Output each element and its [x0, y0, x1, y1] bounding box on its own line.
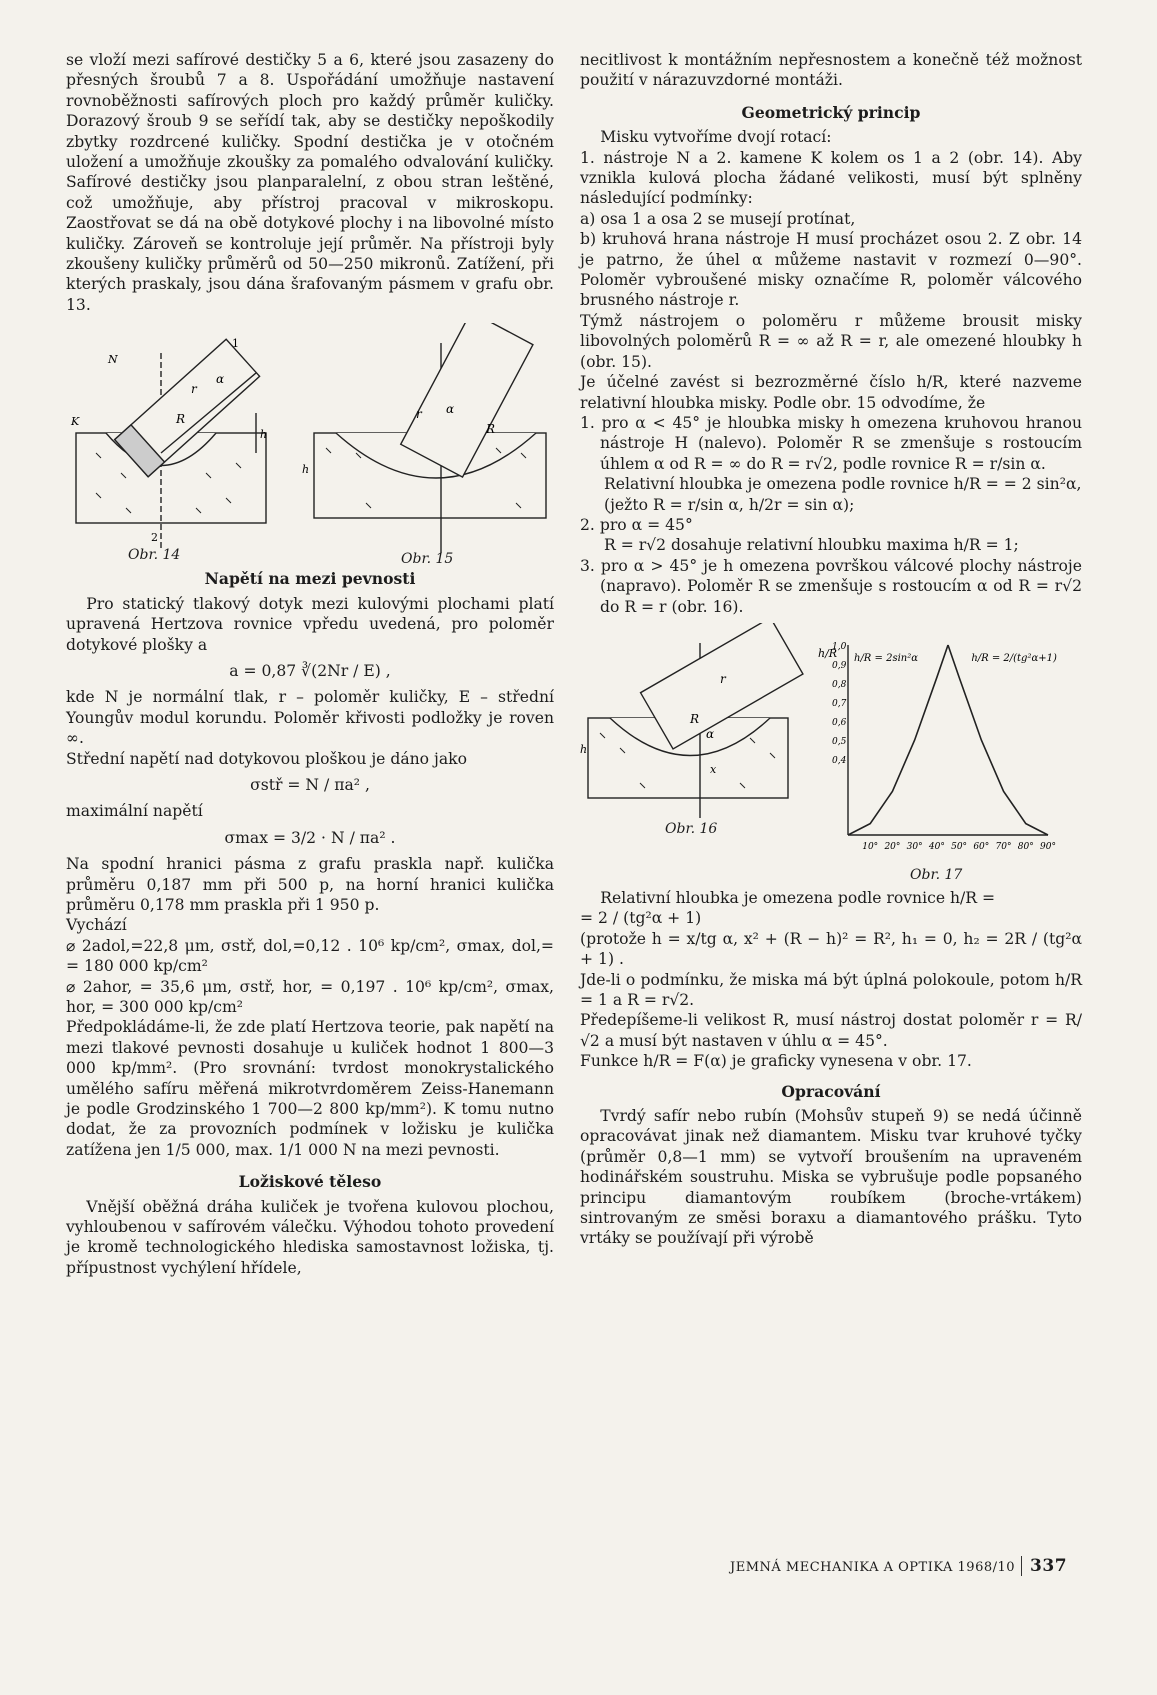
- paragraph: b) kruhová hrana nástroje H musí procházet osou 2. Z obr. 14 je patrno, že úhel α můžeme nastavit v rozmezí 0—90°. Poloměr vybroušené misky označíme R, poloměr válcového brusného nástroje r.: [580, 230, 1082, 310]
- paragraph: se vloží mezi safírové destičky 5 a 6, které jsou zasazeny do přesných šroubů 7 a 8. Uspořádání umožňuje nastavení rovnoběžnosti safírových ploch pro každý průměr kuličky. Dorazový šroub 9 se seřídí tak, aby se destičky nepoškodily zbytky rozdrcené kuličky. Spodní destička je v otočném uložení a umožňuje zkoušky za pomalého odvalování kuličky. Safírové destičky jsou planparalelní, z obou stran leštěné, což umožňuje, aby přístroj pracoval v mikroskopu. Zaostřovat se dá na obě dotykové plochy i na libovolné místo kuličky. Zároveň se kontroluje její průměr. Na přístroji byly zkoušeny kuličky průměrů od 50—250 mikronů. Zatížení, při kterých praskaly, jsou dána šrafovaným pásmem v grafu obr. 13.: [66, 51, 554, 314]
- section-heading: Napětí na mezi pevnosti: [204, 569, 416, 589]
- figure-caption: Obr. 17: [910, 866, 963, 883]
- y-axis-label: h/R: [818, 646, 838, 660]
- paragraph: Funkce h/R = F(α) je graficky vynesena v obr. 17.: [580, 1052, 972, 1071]
- x-tick-label: 90°: [1040, 841, 1056, 852]
- y-tick-label: 0,5: [832, 736, 847, 747]
- series-label: h/R = 2sin²α: [854, 652, 918, 664]
- label-r: r: [191, 382, 197, 397]
- x-tick-label: 10°: [862, 841, 879, 852]
- y-tick-label: 0,6: [832, 717, 847, 728]
- label-alpha: α: [706, 726, 715, 741]
- right-column: [580, 50, 1082, 1249]
- label-K: K: [71, 415, 80, 429]
- paragraph: Pro statický tlakový dotyk mezi kulovými plochami platí upravená Hertzova rovnice vpředu uvedená, pro poloměr dotykové plošky a: [66, 594, 554, 654]
- paragraph: Je účelné zavést si bezrozměrné číslo h/R, které nazveme relativní hloubka misky. Podle obr. 15 odvodíme, že: [580, 373, 1082, 412]
- series-line: [948, 645, 1048, 835]
- label-R: R: [486, 422, 496, 437]
- list-item: 2. pro α = 45°: [580, 515, 693, 534]
- paragraph: (protože h = x/tg α, x² + (R − h)² = R², h₁ = 0, h₂ = 2R / (tg²α + 1) .: [580, 929, 1082, 969]
- journal-name: JEMNÁ MECHANIKA A OPTIKA 1968/10: [730, 1560, 1016, 1575]
- label-r: r: [720, 671, 726, 686]
- section-heading: Opracování: [781, 1081, 881, 1101]
- figure-caption: Obr. 16: [665, 820, 718, 837]
- equation: σstř = N / πa² ,: [250, 775, 370, 794]
- paragraph: Relativní hloubka je omezena podle rovnice h/R =: [600, 888, 996, 907]
- page-number: 337: [1021, 1556, 1067, 1576]
- condition-list: [580, 413, 1082, 617]
- paragraph: kde N je normální tlak, r – poloměr kuličky, E – střední Youngův modul korundu. Poloměr křivosti podložky je roven ∞.: [66, 688, 554, 748]
- x-tick-label: 60°: [973, 841, 990, 852]
- label-alpha: α: [446, 402, 455, 417]
- equation: a = 0,87 ∛(2Nr / E) ,: [229, 661, 391, 680]
- equation: σmax = 3/2 · N / πa² .: [224, 828, 396, 847]
- y-tick-label: 0,4: [832, 755, 847, 766]
- paragraph: ⌀ 2adol,=22,8 μm, σstř, dol,=0,12 . 10⁶ kp/cm², σmax, dol,= = 180 000 kp/cm²: [66, 936, 554, 976]
- label-h: h: [580, 742, 588, 756]
- figure-caption: Obr. 14: [128, 547, 181, 564]
- label-axis-2: 2: [151, 531, 158, 545]
- figure-14-15-drawing: [66, 323, 554, 563]
- paragraph: ⌀ 2ahor, = 35,6 μm, σstř, hor, = 0,197 . 10⁶ kp/cm², σmax, hor, = 300 000 kp/cm²: [66, 977, 554, 1016]
- y-tick-label: 0,7: [832, 698, 847, 709]
- list-item: (ježto R = r/sin α, h/2r = sin α);: [604, 495, 855, 514]
- list-item: 3. pro α > 45° je h omezena površkou válcové plochy nástroje (napravo). Poloměr R se zmenšuje s rostoucím α od R = r√2 do R = r (obr. 16).: [580, 556, 1082, 616]
- y-tick-label: 1,0: [832, 641, 847, 652]
- list-item: 1. pro α < 45° je hloubka misky h omezena kruhovou hranou nástroje H (nalevo). Poloměr R se zmenšuje s rostoucím úhlem α od R = ∞ do R = r√2, podle rovnice R = r/sin α.: [580, 413, 1082, 473]
- paragraph: Tvrdý safír nebo rubín (Mohsův stupeň 9) se nedá účinně opracovávat jinak než diamantem. Misku tvar kruhové tyčky (průměr 0,8—1 mm) se vytvoří broušením na upraveném hodinářském soustruhu. Miska se vybrušuje podle popsaného principu diamantovým roubíkem (broche-vrtákem) sintrovaným ze směsi boraxu a diamantového prášku. Tyto vrtáky se používají při výrobě: [580, 1107, 1082, 1248]
- paragraph: Předpokládáme-li, že zde platí Hertzova teorie, pak napětí na mezi tlakové pevnosti dosahuje u kuliček hodnot 1 800—3 000 kp/mm². (Pro srovnání: tvrdost monokrystalického umělého safíru měřená mikrotvrdoměrem Zeiss-Hanemann je podle Grodzinského 1 700—2 800 kp/mm²). K tomu nutno dodat, že za provozních podmínek v ložisku je kulička zatížena jen 1/5 000, max. 1/1 000 N na mezi pevnosti.: [66, 1018, 554, 1159]
- figure-15: [314, 323, 546, 553]
- x-tick-label: 30°: [906, 841, 923, 852]
- label-alpha: α: [216, 372, 225, 387]
- label-h: h: [302, 463, 310, 477]
- list-item: Relativní hloubka je omezena podle rovnice h/R = = 2 sin²α,: [604, 475, 1082, 494]
- x-tick-label: 70°: [995, 841, 1012, 852]
- label-N: N: [108, 353, 118, 367]
- paragraph: Jde-li o podmínku, že miska má být úplná polokoule, potom h/R = 1 a R = r√2.: [580, 970, 1082, 1009]
- figures-16-17: [580, 623, 1082, 888]
- label-r: r: [416, 407, 422, 422]
- series-line: [848, 645, 948, 835]
- section-heading: Ložiskové těleso: [238, 1172, 382, 1192]
- paragraph: Předepíšeme-li velikost R, musí nástroj dostat poloměr r = R/√2 a musí být nastaven v úhlu α = 45°.: [580, 1011, 1082, 1050]
- figures-14-15: [66, 323, 554, 568]
- paragraph: Misku vytvoříme dvojí rotací:: [600, 128, 832, 147]
- paragraph: a) osa 1 a osa 2 se musejí protínat,: [580, 209, 856, 228]
- label-R: R: [690, 711, 700, 726]
- paragraph: 1. nástroje N a 2. kamene K kolem os 1 a 2 (obr. 14). Aby vznikla kulová plocha žádané velikosti, musí být splněny následující podmínky:: [580, 148, 1082, 208]
- section-heading: Geometrický princip: [741, 102, 921, 122]
- paragraph: Vnější oběžná dráha kuliček je tvořena kulovou plochou, vyhloubenou v safírovém válečku. Výhodou tohoto provedení je kromě technologického hlediska samostavnost ložiska, tj. přípustnost vychýlení hřídele,: [66, 1197, 554, 1277]
- x-tick-label: 40°: [928, 841, 945, 852]
- list-item: R = r√2 dosahuje relativní hloubku maxima h/R = 1;: [604, 536, 1019, 555]
- label-R: R: [176, 412, 186, 427]
- figure-14: [76, 339, 266, 548]
- x-tick-label: 80°: [1017, 841, 1034, 852]
- label-axis-1: 1: [232, 337, 239, 351]
- y-tick-label: 0,9: [832, 660, 847, 671]
- x-tick-label: 50°: [951, 841, 968, 852]
- left-column: [66, 50, 554, 1278]
- page-footer: [730, 1556, 1067, 1576]
- label-x: x: [710, 762, 717, 776]
- paragraph: necitlivost k montážním nepřesnostem a konečně též možnost použití v nárazuvzdorné montáži.: [580, 51, 1082, 90]
- paragraph: Na spodní hranici pásma z grafu praskla např. kulička průměru 0,187 mm při 500 p, na horní hranici kulička průměru 0,178 mm praskla při 1 950 p.: [66, 855, 554, 914]
- figure-caption: Obr. 15: [401, 551, 454, 568]
- paragraph: maximální napětí: [66, 802, 203, 821]
- figure-16-17-drawing: [580, 623, 1082, 888]
- label-h: h: [260, 428, 268, 442]
- y-tick-label: 0,8: [832, 679, 847, 690]
- paragraph: Vychází: [66, 916, 127, 935]
- paragraph: Střední napětí nad dotykovou ploškou je dáno jako: [66, 749, 467, 768]
- figure-17-chart: [818, 642, 1057, 852]
- equation: = 2 / (tg²α + 1): [580, 909, 702, 928]
- series-label: h/R = 2/(tg²α+1): [971, 652, 1057, 664]
- paragraph: Týmž nástrojem o poloměru r můžeme brousit misky libovolných poloměrů R = ∞ až R = r, ale omezené hloubky h (obr. 15).: [580, 311, 1082, 371]
- x-tick-label: 20°: [884, 841, 901, 852]
